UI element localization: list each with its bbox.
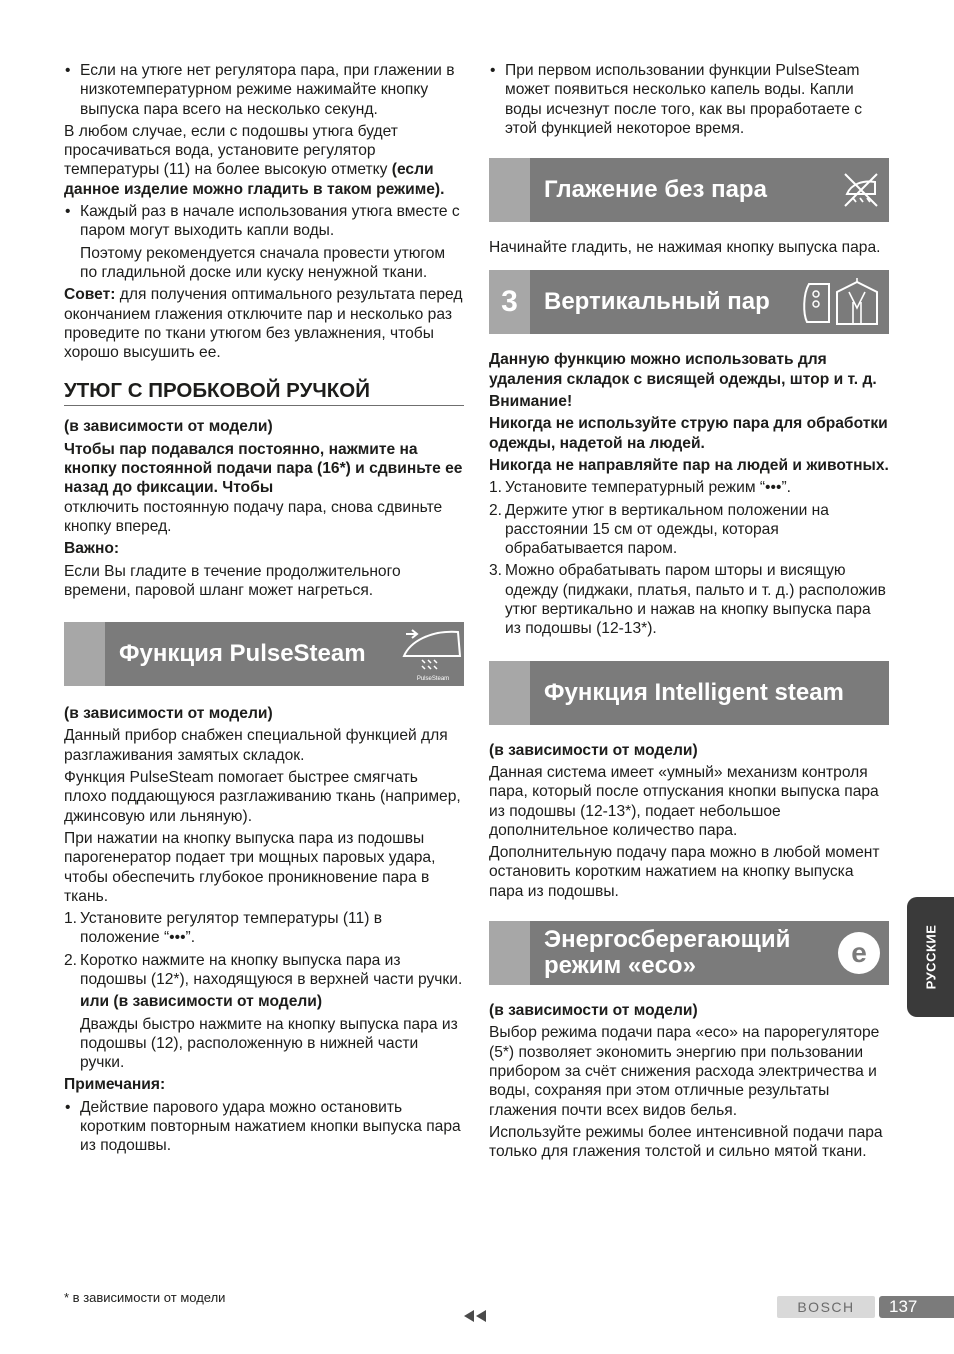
section-bar-no-steam — [489, 158, 889, 222]
list-item: • Если на утюге нет регулятора пара, при глажении в низкотемпературном режиме нажимайте кнопку выпуска пара всего на несколько секунд. — [64, 61, 464, 119]
eco-icon-letter: e — [851, 937, 867, 969]
paragraph-text: В любом случае, если с подошвы утюга будет просачиваться вода, установите регулятор температуры (11) на более высокую отметку — [64, 122, 398, 179]
attention-label: Внимание! — [489, 393, 573, 411]
list-text: Держите утюг в вертикальном положении на расстоянии 15 см от одежды, которая обрабатывается паром. — [505, 501, 829, 558]
page-number: 137 — [879, 1296, 954, 1318]
section-bar-intelligent-steam — [489, 661, 889, 725]
paragraph: Дополнительную подачу пара можно в любой момент остановить коротким нажатием на кнопку выпуска пара из подошвы. — [489, 844, 880, 900]
language-tab-label: РУССКИЕ — [922, 924, 938, 990]
eco-icon — [835, 929, 883, 977]
list-item — [64, 951, 464, 990]
section-bar-vertical-steam — [489, 270, 889, 334]
model-note: (в зависимости от модели) — [489, 1002, 698, 1020]
section-title: Вертикальный пар — [544, 288, 770, 316]
bar-tab — [489, 158, 530, 222]
list-number: 1. — [64, 910, 78, 928]
paragraph — [64, 122, 464, 199]
model-note: (в зависимости от модели) — [64, 705, 273, 723]
list-item: • Каждый раз в начале использования утюга вместе с паром могут выходить капли воды. — [64, 202, 464, 241]
section-title — [544, 927, 790, 979]
paragraph: Начинайте гладить, не нажимая кнопку выпуска пара. — [489, 239, 881, 257]
list-text: Установите регулятор температуры (11) в положение “•••”. — [80, 910, 383, 947]
section-title-line: режим «eco» — [544, 952, 696, 980]
section-bar-eco-mode — [489, 921, 889, 985]
paragraph: Используйте режимы более интенсивной подачи пара только для глажения толстой и сильно мятой ткани. — [489, 1123, 883, 1161]
brand-label: BOSCH — [777, 1296, 875, 1318]
list-number: 2. — [64, 951, 78, 969]
paragraph-bold: Данную функцию можно использовать для удаления складок с висящей одежды, штор и т. д. — [489, 351, 877, 388]
list-item: • При первом использовании функции PulseSteam может появиться несколько капель воды. Капли воды исчезнут после того, как вы проработаете с этой функцией некоторое время. — [489, 61, 889, 138]
important-label: Важно: — [64, 540, 120, 558]
section-heading-cork: УТЮГ С ПРОБКОВОЙ РУЧКОЙ — [64, 379, 464, 406]
section-title: Функция Intelligent steam — [544, 678, 844, 706]
language-tab — [907, 897, 954, 1017]
tip — [64, 285, 464, 362]
left-column — [64, 61, 464, 1159]
vertical-steam-icon — [801, 278, 883, 328]
back-arrows-icon — [464, 1308, 492, 1324]
footnote: * в зависимости от модели — [64, 1290, 226, 1305]
list-text: Установите температурный режим “•••”. — [505, 479, 791, 497]
list-item — [489, 501, 889, 559]
pulsesteam-icon-label: PulseSteam — [416, 676, 450, 683]
section-title: Глажение без пара — [544, 176, 767, 204]
list-item — [64, 909, 464, 948]
section-title: Функция PulseSteam — [119, 640, 366, 668]
pulsesteam-icon — [400, 622, 464, 686]
list-number: 1. — [489, 479, 503, 497]
warning: Никогда не направляйте пар на людей и животных. — [489, 456, 889, 474]
paragraph: отключить постоянную подачу пара, снова сдвиньте кнопку вперед. — [64, 498, 443, 535]
list-number: 2. — [489, 501, 503, 519]
paragraph: Если Вы гладите в течение продолжительного времени, паровой шланг может нагреться. — [64, 562, 401, 599]
list-item-continuation: Поэтому рекомендуется сначала провести утюгом по гладильной доске или куску ненужной ткани. — [80, 244, 446, 281]
bar-tab — [64, 622, 105, 686]
list-number: 3. — [489, 562, 503, 580]
paragraph: Дважды быстро нажмите на кнопку выпуска пара из подошвы (12), расположенную в нижней части ручки. — [80, 1015, 458, 1072]
paragraph: При нажатии на кнопку выпуска пара из подошвы парогенератор подает три мощных паровых удара, чтобы обеспечить глубокое проникновение пара в ткань. — [64, 829, 436, 905]
tip-text: для получения оптимального результата перед окончанием глажения отключите пар и несколько раз проведите по ткани утюгом без увлажнения, чтобы хорошо высушить ее. — [64, 286, 463, 362]
warning: Никогда не используйте струю пара для обработки одежды, надетой на людей. — [489, 415, 888, 452]
paragraph: Выбор режима подачи пара «eco» на парорегуляторе (5*) позволяет экономить энергию при пользовании прибором за счёт снижения расхода электричества и воды, сохраняя при этом отличные результаты глажения почти всех видов белья. — [489, 1024, 880, 1119]
no-steam-icon — [841, 170, 881, 210]
list-text: Коротко нажмите на кнопку выпуска пара из подошвы (12*), находящуюся в верхней части ручки. — [80, 951, 463, 988]
bar-tab — [489, 921, 530, 985]
list-item: • Действие парового удара можно остановить коротким повторным нажатием кнопки выпуска пара из подошвы. — [64, 1098, 464, 1156]
paragraph: Данная система имеет «умный» механизм контроля пара, который после отпускания кнопки выпуска пара из подошвы (12-13*), подает небольшое дополнительное количество пара. — [489, 763, 879, 839]
section-bar-pulsesteam — [64, 622, 464, 686]
or-note: или (в зависимости от модели) — [80, 993, 323, 1011]
section-title-line: Энергосберегающий — [544, 926, 791, 954]
bar-tab — [489, 661, 530, 725]
right-column — [489, 61, 889, 1164]
model-note: (в зависимости от модели) — [64, 418, 273, 436]
paragraph: Функция PulseSteam помогает быстрее смягчать плохо поддающуюся разглаживанию ткань (например, джинсовую или льняную). — [64, 769, 461, 825]
list-item — [489, 561, 889, 638]
paragraph-bold: Чтобы пар подавался постоянно, нажмите на кнопку постоянной подачи пара (16*) и сдвиньте ее назад до фиксации. Чтобы — [64, 440, 463, 497]
notes-label: Примечания: — [64, 1076, 166, 1094]
model-note: (в зависимости от модели) — [489, 741, 698, 759]
list-text: Можно обрабатывать паром шторы и висящую одежду (пиджаки, платья, пальто и т. д.) расположив утюг вертикально и нажав на кнопку выпуска пара из подошвы (12-13*). — [505, 562, 886, 638]
list-item — [489, 478, 889, 497]
paragraph-bold: (если данное изделие можно гладить в таком режиме). — [64, 161, 445, 198]
paragraph: Данный прибор снабжен специальной функцией для разглаживания замятых складок. — [64, 727, 448, 764]
tip-label: Совет: — [64, 286, 116, 304]
section-number: 3 — [501, 285, 518, 319]
